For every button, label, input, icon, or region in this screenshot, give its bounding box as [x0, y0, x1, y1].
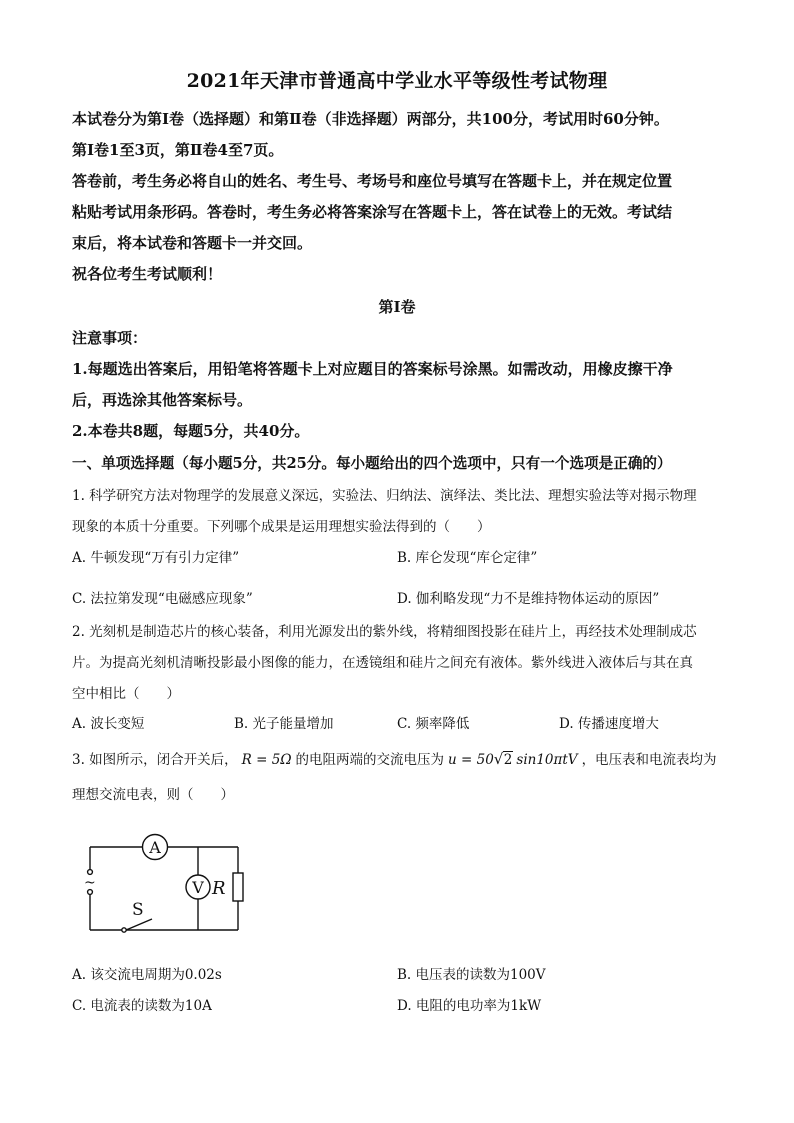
intro-line-6: 祝各位考生考试顺利！: [72, 265, 223, 283]
q3-line-2: 理想交流电表，则（ ）: [72, 787, 234, 803]
notes-line-1: 1.每题选出答案后，用铅笔将答题卡上对应题目的答案标号涂黑。如需改动，用橡皮擦干净: [72, 360, 673, 378]
q3-line-1: [72, 748, 717, 768]
resistor-label: R: [212, 878, 226, 899]
q3-circuit-diagram: [70, 825, 260, 940]
q2-line-3: 空中相比（ ）: [72, 686, 180, 702]
switch-blade: [126, 919, 152, 930]
q1-option-d: D. 伽利略发现“力不是维持物体运动的原因”: [397, 591, 660, 607]
q3-option-b: B. 电压表的读数为100V: [397, 967, 546, 983]
q2-option-d: D. 传播速度增大: [559, 716, 659, 732]
q3-mid: 的电阻两端的交流电压为: [295, 752, 445, 768]
intro-line-1: 本试卷分为第Ⅰ卷（选择题）和第Ⅱ卷（非选择题）两部分，共100分，考试用时60分钟。: [72, 110, 669, 128]
q2-line-1: 2. 光刻机是制造芯片的核心装备，利用光源发出的紫外线，将精细图投影在硅片上，再经技术处理制成芯: [72, 624, 697, 640]
q1-line-1: 1. 科学研究方法对物理学的发展意义深远，实验法、归纳法、演绎法、类比法、理想实验法等对揭示物理: [72, 488, 697, 504]
q3-option-d: D. 电阻的电功率为1kW: [397, 998, 542, 1014]
intro-line-5: 束后，将本试卷和答题卡一并交回。: [72, 234, 313, 252]
q2-option-b: B. 光子能量增加: [234, 716, 334, 732]
q2-line-2: 片。为提高光刻机清晰投影最小图像的能力，在透镜组和硅片之间充有液体。紫外线进入液体后与其在真: [72, 655, 693, 671]
q3-option-c: C. 电流表的读数为10A: [72, 998, 212, 1014]
q1-option-a: A. 牛顿发现“万有引力定律”: [72, 550, 240, 566]
notes-line-3: 2.本卷共8题，每题5分，共40分。: [72, 422, 310, 440]
q2-option-a: A. 波长变短: [72, 716, 145, 732]
q1-option-b: B. 库仑发现“库仑定律”: [397, 550, 538, 566]
q3-prefix: 3. 如图所示，闭合开关后，: [72, 752, 238, 768]
intro-line-3: 答卷前，考生务必将自山的姓名、考生号、考场号和座位号填写在答题卡上，并在规定位置: [72, 172, 673, 190]
switch-terminal: [122, 928, 126, 932]
q2-option-c: C. 频率降低: [397, 716, 470, 732]
q1-line-2: 现象的本质十分重要。下列哪个成果是运用理想实验法得到的（ ）: [72, 519, 491, 535]
q3-suffix: ，电压表和电流表均为: [581, 752, 717, 768]
q3-resistance-expr: R = 5Ω: [241, 752, 292, 768]
sqrt-sign-icon: √: [493, 750, 504, 768]
ammeter-label: A: [149, 838, 161, 857]
q3-option-a: A. 该交流电周期为0.02s: [72, 967, 222, 983]
part-heading: 一、单项选择题（每小题5分，共25分。每小题给出的四个选项中，只有一个选项是正确的）: [72, 455, 672, 472]
q3-sqrt: [494, 752, 514, 768]
ac-source-icon: ~: [84, 875, 96, 891]
q3-sqrt-arg: 2: [503, 752, 513, 768]
voltmeter-label: V: [192, 878, 204, 897]
switch-label: S: [132, 900, 144, 920]
notes-line-2: 后，再选涂其他答案标号。: [72, 391, 253, 409]
resistor-box: [233, 873, 243, 901]
q3-voltage-expr-a: u = 50: [448, 752, 494, 768]
section-title: 第Ⅰ卷: [378, 298, 416, 316]
notes-heading: 注意事项：: [72, 329, 148, 347]
q1-option-c: C. 法拉第发现“电磁感应现象”: [72, 591, 253, 607]
intro-line-4: 粘贴考试用条形码。答卷时，考生务必将答案涂写在答题卡上，答在试卷上的无效。考试结: [72, 203, 673, 221]
page-title: 2021年天津市普通高中学业水平等级性考试物理: [186, 70, 608, 92]
intro-line-2: 第Ⅰ卷1至3页，第Ⅱ卷4至7页。: [72, 141, 284, 159]
q3-voltage-expr-b: sin10πtV: [516, 752, 578, 768]
source-terminal-top: [88, 870, 93, 875]
